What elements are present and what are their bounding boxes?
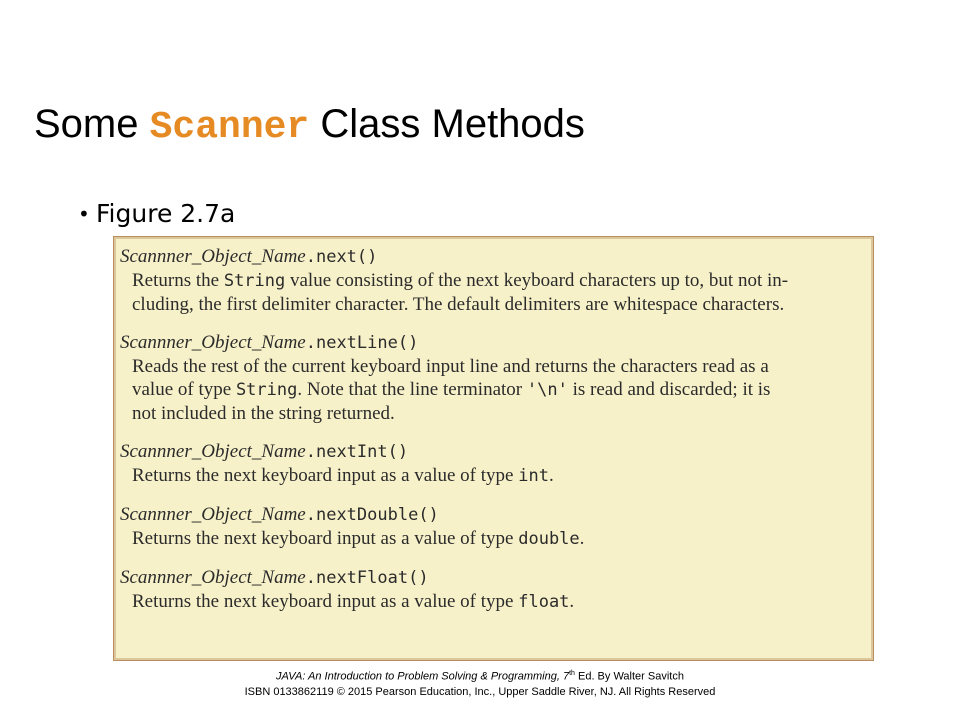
method-entry (120, 566, 873, 614)
description-text: . (569, 591, 575, 612)
bullet-text: Figure 2.7a (96, 199, 236, 228)
description-text: cluding, the first delimiter character. The default delimiters are whitespace characters. (132, 294, 785, 315)
footer-book-title: JAVA: An Introduction to Problem Solving & Programming, 7 (276, 670, 570, 683)
title-class-name: Scanner (149, 106, 310, 149)
object-name: Scannner_Object_Name (120, 441, 306, 462)
bullet-dot-icon: • (78, 202, 90, 226)
object-name: Scannner_Object_Name (120, 504, 306, 525)
description-text: Reads the rest of the current keyboard input line and returns the characters read as a (132, 356, 769, 377)
footer-copyright: ISBN 0133862119 © 2015 Pearson Education, Inc., Upper Saddle River, NJ. All Rights Reserved (244, 685, 716, 698)
method-description-line (120, 269, 873, 293)
description-text: not included in the string returned. (132, 403, 395, 424)
method-name: .nextFloat() (305, 568, 429, 588)
method-signature (120, 245, 873, 269)
method-name: .next() (305, 247, 378, 267)
method-entry (120, 245, 873, 316)
footer-book-line (0, 666, 960, 685)
method-name: .nextInt() (305, 442, 409, 462)
method-description-line (120, 527, 873, 551)
method-reference-figure (113, 236, 874, 661)
method-signature (120, 503, 873, 527)
inline-code: String (235, 380, 298, 400)
method-description-line (120, 590, 873, 614)
method-description-line (120, 402, 873, 425)
inline-code: int (518, 466, 549, 486)
object-name: Scannner_Object_Name (120, 567, 306, 588)
footer-author: Ed. By Walter Savitch (574, 670, 684, 683)
title-suffix: Class Methods (309, 102, 585, 146)
method-description-line (120, 378, 873, 402)
description-text: Returns the next keyboard input as a value of type (132, 528, 519, 549)
inline-code: '\n' (526, 380, 568, 400)
description-text: Returns the next keyboard input as a value of type (132, 465, 519, 486)
footer (0, 666, 960, 700)
method-entry (120, 331, 873, 425)
inline-code: float (518, 592, 570, 612)
method-signature (120, 566, 873, 590)
description-text: . Note that the line terminator (297, 379, 527, 400)
inline-code: double (518, 529, 580, 549)
description-text: value of type (132, 379, 236, 400)
inline-code: String (223, 271, 286, 291)
description-text: is read and discarded; it is (567, 379, 771, 400)
object-name: Scannner_Object_Name (120, 246, 306, 267)
object-name: Scannner_Object_Name (120, 332, 306, 353)
method-description-line (120, 293, 873, 316)
description-text: Returns the (132, 270, 224, 291)
description-text: . (548, 465, 554, 486)
method-name: .nextDouble() (305, 505, 439, 525)
description-text: Returns the next keyboard input as a value of type (132, 591, 519, 612)
title-prefix: Some (34, 102, 150, 146)
description-text: value consisting of the next keyboard characters up to, but not in- (285, 270, 789, 291)
method-description-line (120, 355, 873, 378)
figure-bullet (78, 196, 235, 232)
description-text: . (579, 528, 585, 549)
method-entry (120, 503, 873, 551)
method-signature (120, 331, 873, 355)
method-name: .nextLine() (305, 333, 419, 353)
method-description-line (120, 464, 873, 488)
method-signature (120, 440, 873, 464)
slide-title (34, 98, 585, 154)
method-entry (120, 440, 873, 488)
footer-edition-sup: th (569, 670, 575, 677)
